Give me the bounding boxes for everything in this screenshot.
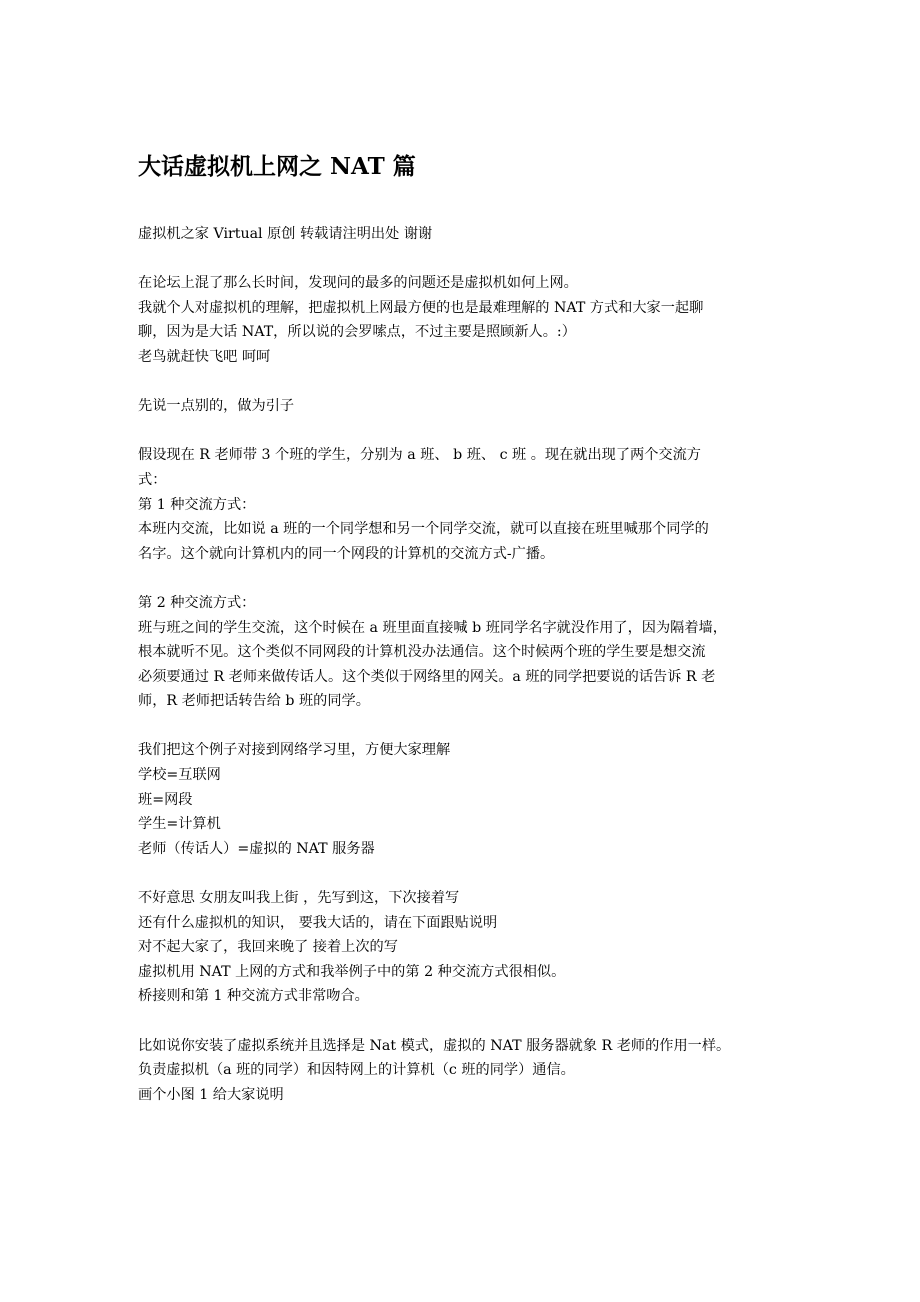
paragraph-line: 班=网段 [138,791,193,808]
blank-line [138,1009,784,1034]
paragraph-line: 式： [138,471,167,488]
paragraph-line: 聊，因为是大话 NAT，所以说的会罗嗦点，不过主要是照顾新人。:） [138,324,576,341]
paragraph-line: 本班内交流，比如说 a 班的一个同学想和另一个同学交流，就可以直接在班里喊那个同学的 [138,521,709,538]
paragraph-line: 班与班之间的学生交流，这个时候在 a 班里面直接喊 b 班同学名字就没作用了，因为隔着墙， [138,619,727,636]
paragraph-line: 桥接则和第 1 种交流方式非常吻合。 [138,988,369,1005]
paragraph-line: 画个小图 1 给大家说明 [138,1086,284,1103]
paragraph-line: 先说一点别的，做为引子 [138,398,295,415]
blank-line [138,714,784,739]
paragraph-line: 学生=计算机 [138,816,221,833]
paragraph-line: 不好意思 女朋友叫我上街 ，先写到这，下次接着写 [138,890,460,907]
paragraph-line: 比如说你安装了虚拟系统并且选择是 Nat 模式，虚拟的 NAT 服务器就象 R 老师的作用一样。 [138,1037,731,1054]
paragraph-line: 名字。这个就向计算机内的同一个网段的计算机的交流方式-广播。 [138,545,555,562]
document-title: 大话虚拟机上网之 NAT 篇 [138,153,416,180]
paragraph-line: 老师（传话人）=虚拟的 NAT 服务器 [138,840,375,857]
document-body [138,222,784,1107]
paragraph-line: 负责虚拟机（a 班的同学）和因特网上的计算机（c 班的同学）通信。 [138,1062,575,1079]
blank-line [138,370,784,395]
paragraph-line: 还有什么虚拟机的知识， 要我大话的，请在下面跟贴说明 [138,914,498,931]
paragraph-line: 学校=互联网 [138,767,221,784]
paragraph-line: 根本就听不见。这个类似不同网段的计算机没办法通信。这个时候两个班的学生要是想交流 [138,644,706,661]
paragraph-line: 我就个人对虚拟机的理解，把虚拟机上网最方便的也是最难理解的 NAT 方式和大家一起聊 [138,299,704,316]
paragraph-line: 师，R 老师把话转告给 b 班的同学。 [138,693,370,710]
paragraph-line: 必须要通过 R 老师来做传话人。这个类似于网络里的网关。a 班的同学把要说的话告诉 R 老 [138,668,716,685]
blank-line [138,861,784,886]
paragraph-line: 虚拟机之家 Virtual 原创 转载请注明出处 谢谢 [138,226,433,242]
paragraph-line: 虚拟机用 NAT 上网的方式和我举例子中的第 2 种交流方式很相似。 [138,963,566,980]
blank-line [138,247,784,272]
paragraph-line: 第 1 种交流方式： [138,496,256,513]
paragraph-line: 对不起大家了，我回来晚了 接着上次的写 [138,939,398,956]
blank-line [138,419,784,444]
blank-line [138,566,784,591]
paragraph-line: 第 2 种交流方式： [138,594,256,611]
paragraph-line: 我们把这个例子对接到网络学习里，方便大家理解 [138,742,451,759]
paragraph-line: 假设现在 R 老师带 3 个班的学生，分别为 a 班、 b 班、 c 班 。现在就出现了两个交流方 [138,447,701,464]
paragraph-line: 在论坛上混了那么长时间，发现问的最多的问题还是虚拟机如何上网。 [138,275,578,292]
paragraph-line: 老鸟就赶快飞吧 呵呵 [138,348,271,365]
